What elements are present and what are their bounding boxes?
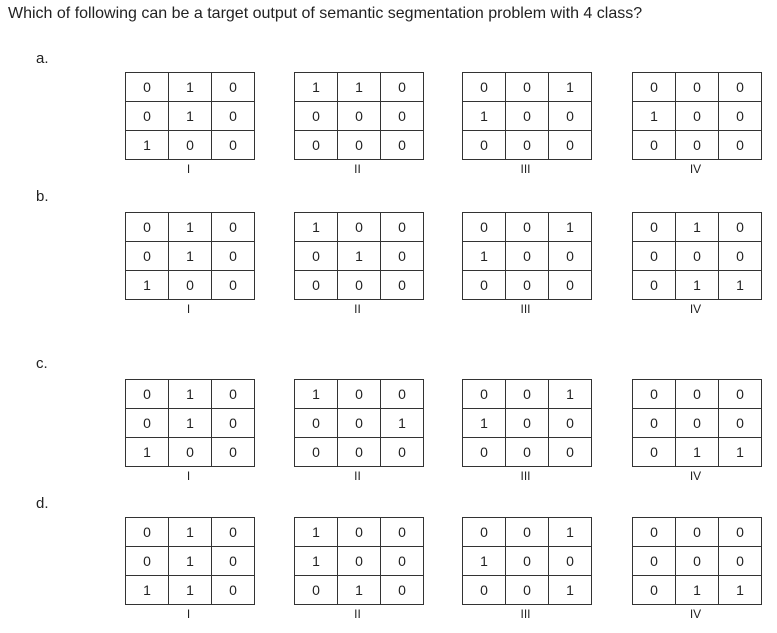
grid-cell: 0 xyxy=(549,271,592,300)
grid-row xyxy=(295,73,424,102)
grid-label: II xyxy=(354,302,361,316)
grid-row xyxy=(463,213,592,242)
grid-row xyxy=(633,380,762,409)
grid-cell: 0 xyxy=(633,380,676,409)
grid-label: III xyxy=(520,469,531,483)
grid-cell: 0 xyxy=(676,518,719,547)
option-a-grid-i xyxy=(125,72,255,160)
grid-cell: 0 xyxy=(295,271,338,300)
grid-label: III xyxy=(520,162,531,176)
grid-label: IV xyxy=(689,607,702,621)
grid-row xyxy=(126,547,255,576)
option-d-grid-ii xyxy=(294,517,424,605)
grid-cell: 1 xyxy=(126,576,169,605)
grid-cell: 0 xyxy=(169,271,212,300)
grid-cell: 1 xyxy=(295,518,338,547)
grid-cell: 1 xyxy=(719,576,762,605)
grid-cell: 0 xyxy=(633,438,676,467)
grid-row xyxy=(463,409,592,438)
grid-cell: 0 xyxy=(338,102,381,131)
grid-row xyxy=(126,102,255,131)
grid-cell: 0 xyxy=(506,131,549,160)
grid-row xyxy=(463,73,592,102)
grid-cell: 0 xyxy=(295,409,338,438)
grid-label: I xyxy=(186,302,191,316)
grid-cell: 0 xyxy=(506,576,549,605)
grid-cell: 0 xyxy=(719,518,762,547)
grid-cell: 0 xyxy=(212,242,255,271)
grid-cell: 0 xyxy=(381,271,424,300)
grid-cell: 0 xyxy=(338,518,381,547)
grid-cell: 1 xyxy=(126,131,169,160)
grid-cell: 0 xyxy=(676,409,719,438)
option-b-grid-ii xyxy=(294,212,424,300)
option-d-grid-iii xyxy=(462,517,592,605)
grid-cell: 0 xyxy=(633,73,676,102)
grid-cell: 0 xyxy=(633,409,676,438)
grid-cell: 1 xyxy=(126,271,169,300)
grid-cell: 1 xyxy=(719,271,762,300)
grid-cell: 1 xyxy=(126,438,169,467)
grid-row xyxy=(295,271,424,300)
grid-cell: 1 xyxy=(338,576,381,605)
grid-cell: 0 xyxy=(338,409,381,438)
option-label: c. xyxy=(36,355,48,372)
grid-row xyxy=(295,409,424,438)
grid-cell: 0 xyxy=(549,409,592,438)
grid-row xyxy=(126,409,255,438)
grid-row xyxy=(633,73,762,102)
grid-cell: 0 xyxy=(381,576,424,605)
grid-cell: 0 xyxy=(381,73,424,102)
question-text: Which of following can be a target output of semantic segmentation problem with 4 class? xyxy=(8,5,643,22)
grid-cell: 1 xyxy=(549,213,592,242)
grid-row xyxy=(126,242,255,271)
grid-cell: 0 xyxy=(212,409,255,438)
grid-cell: 0 xyxy=(506,213,549,242)
grid-cell: 0 xyxy=(549,438,592,467)
option-c-grid-iii xyxy=(462,379,592,467)
grid-cell: 1 xyxy=(169,242,212,271)
grid-cell: 0 xyxy=(719,409,762,438)
grid-cell: 1 xyxy=(169,576,212,605)
grid-cell: 0 xyxy=(676,73,719,102)
grid-cell: 0 xyxy=(633,518,676,547)
grid-row xyxy=(463,131,592,160)
grid-cell: 0 xyxy=(549,102,592,131)
grid-cell: 0 xyxy=(633,576,676,605)
grid-cell: 0 xyxy=(506,438,549,467)
grid-cell: 0 xyxy=(212,271,255,300)
grid-cell: 0 xyxy=(549,131,592,160)
grid-cell: 0 xyxy=(633,242,676,271)
grid-label: II xyxy=(354,162,361,176)
grid-cell: 0 xyxy=(212,380,255,409)
grid-cell: 1 xyxy=(295,380,338,409)
grid-cell: 1 xyxy=(169,409,212,438)
grid-cell: 0 xyxy=(506,409,549,438)
grid-cell: 0 xyxy=(676,131,719,160)
grid-cell: 0 xyxy=(381,518,424,547)
grid-cell: 0 xyxy=(719,73,762,102)
grid-cell: 0 xyxy=(338,547,381,576)
grid-cell: 0 xyxy=(676,242,719,271)
grid-cell: 1 xyxy=(169,102,212,131)
grid-row xyxy=(295,438,424,467)
option-a-grid-ii xyxy=(294,72,424,160)
grid-cell: 0 xyxy=(633,213,676,242)
grid-row xyxy=(126,518,255,547)
grid-cell: 0 xyxy=(126,242,169,271)
grid-cell: 0 xyxy=(338,271,381,300)
grid-cell: 0 xyxy=(212,438,255,467)
grid-cell: 1 xyxy=(676,271,719,300)
option-c-grid-iv xyxy=(632,379,762,467)
grid-row xyxy=(633,131,762,160)
grid-row xyxy=(295,131,424,160)
grid-row xyxy=(295,547,424,576)
grid-label: III xyxy=(520,607,531,621)
grid-cell: 0 xyxy=(549,547,592,576)
option-b-grid-i xyxy=(125,212,255,300)
grid-cell: 0 xyxy=(212,102,255,131)
grid-cell: 1 xyxy=(169,213,212,242)
grid-cell: 1 xyxy=(463,547,506,576)
grid-row xyxy=(463,242,592,271)
grid-cell: 0 xyxy=(463,213,506,242)
grid-cell: 0 xyxy=(719,380,762,409)
grid-cell: 0 xyxy=(212,518,255,547)
grid-cell: 0 xyxy=(463,271,506,300)
grid-row xyxy=(633,409,762,438)
option-label: a. xyxy=(36,50,49,67)
grid-cell: 1 xyxy=(169,547,212,576)
grid-row xyxy=(633,438,762,467)
grid-row xyxy=(126,576,255,605)
grid-label: IV xyxy=(689,162,702,176)
option-d-grid-i xyxy=(125,517,255,605)
grid-cell: 0 xyxy=(549,242,592,271)
grid-cell: 1 xyxy=(381,409,424,438)
grid-row xyxy=(463,518,592,547)
grid-label: I xyxy=(186,469,191,483)
grid-cell: 0 xyxy=(295,102,338,131)
grid-cell: 0 xyxy=(212,576,255,605)
grid-cell: 0 xyxy=(719,547,762,576)
grid-row xyxy=(126,131,255,160)
grid-cell: 0 xyxy=(506,242,549,271)
grid-cell: 1 xyxy=(463,242,506,271)
grid-cell: 0 xyxy=(126,380,169,409)
grid-row xyxy=(633,518,762,547)
grid-row xyxy=(295,242,424,271)
grid-cell: 0 xyxy=(381,380,424,409)
grid-cell: 1 xyxy=(338,242,381,271)
grid-row xyxy=(633,102,762,131)
grid-cell: 0 xyxy=(381,102,424,131)
grid-cell: 1 xyxy=(169,380,212,409)
grid-row xyxy=(126,73,255,102)
grid-cell: 1 xyxy=(295,213,338,242)
grid-row xyxy=(126,438,255,467)
grid-cell: 0 xyxy=(463,380,506,409)
grid-cell: 0 xyxy=(463,73,506,102)
grid-cell: 0 xyxy=(633,547,676,576)
grid-cell: 0 xyxy=(506,518,549,547)
grid-row xyxy=(126,271,255,300)
grid-row xyxy=(126,213,255,242)
grid-cell: 0 xyxy=(212,73,255,102)
grid-row xyxy=(463,271,592,300)
grid-cell: 0 xyxy=(719,102,762,131)
grid-cell: 1 xyxy=(338,73,381,102)
grid-cell: 0 xyxy=(676,380,719,409)
grid-cell: 1 xyxy=(463,409,506,438)
grid-row xyxy=(126,380,255,409)
option-c-grid-ii xyxy=(294,379,424,467)
grid-cell: 0 xyxy=(719,131,762,160)
grid-cell: 0 xyxy=(381,438,424,467)
grid-cell: 0 xyxy=(676,547,719,576)
option-d-grid-iv xyxy=(632,517,762,605)
grid-cell: 0 xyxy=(295,576,338,605)
grid-cell: 0 xyxy=(212,131,255,160)
grid-row xyxy=(633,242,762,271)
option-a-grid-iii xyxy=(462,72,592,160)
grid-cell: 0 xyxy=(126,547,169,576)
grid-cell: 0 xyxy=(295,131,338,160)
grid-row xyxy=(633,547,762,576)
grid-cell: 1 xyxy=(463,102,506,131)
grid-cell: 1 xyxy=(549,73,592,102)
grid-cell: 0 xyxy=(295,242,338,271)
grid-row xyxy=(295,213,424,242)
grid-cell: 0 xyxy=(506,73,549,102)
grid-cell: 1 xyxy=(549,380,592,409)
grid-cell: 0 xyxy=(126,102,169,131)
grid-cell: 0 xyxy=(633,271,676,300)
option-c-grid-i xyxy=(125,379,255,467)
grid-cell: 0 xyxy=(126,213,169,242)
option-a-grid-iv xyxy=(632,72,762,160)
grid-cell: 1 xyxy=(549,576,592,605)
grid-cell: 0 xyxy=(506,102,549,131)
grid-cell: 1 xyxy=(295,547,338,576)
grid-cell: 0 xyxy=(506,547,549,576)
grid-label: II xyxy=(354,469,361,483)
grid-label: III xyxy=(520,302,531,316)
grid-cell: 1 xyxy=(633,102,676,131)
grid-cell: 0 xyxy=(126,73,169,102)
grid-cell: 0 xyxy=(381,242,424,271)
grid-cell: 0 xyxy=(676,102,719,131)
grid-label: IV xyxy=(689,469,702,483)
grid-cell: 0 xyxy=(126,518,169,547)
grid-cell: 0 xyxy=(506,380,549,409)
grid-label: I xyxy=(186,162,191,176)
grid-row xyxy=(463,102,592,131)
grid-cell: 0 xyxy=(633,131,676,160)
grid-cell: 0 xyxy=(463,576,506,605)
grid-row xyxy=(463,380,592,409)
grid-cell: 0 xyxy=(463,438,506,467)
grid-cell: 1 xyxy=(295,73,338,102)
grid-cell: 0 xyxy=(169,438,212,467)
grid-cell: 0 xyxy=(169,131,212,160)
grid-label: I xyxy=(186,607,191,621)
grid-cell: 0 xyxy=(506,271,549,300)
grid-cell: 0 xyxy=(381,547,424,576)
grid-cell: 0 xyxy=(463,131,506,160)
grid-cell: 0 xyxy=(381,213,424,242)
grid-label: IV xyxy=(689,302,702,316)
grid-row xyxy=(463,576,592,605)
grid-cell: 1 xyxy=(676,576,719,605)
grid-cell: 1 xyxy=(549,518,592,547)
grid-row xyxy=(633,576,762,605)
grid-cell: 0 xyxy=(463,518,506,547)
grid-row xyxy=(295,576,424,605)
grid-cell: 0 xyxy=(719,242,762,271)
grid-cell: 0 xyxy=(338,380,381,409)
grid-cell: 0 xyxy=(338,131,381,160)
grid-row xyxy=(633,213,762,242)
grid-row xyxy=(633,271,762,300)
grid-cell: 1 xyxy=(676,213,719,242)
grid-cell: 0 xyxy=(212,547,255,576)
grid-cell: 1 xyxy=(169,518,212,547)
grid-row xyxy=(295,102,424,131)
grid-cell: 1 xyxy=(676,438,719,467)
grid-label: II xyxy=(354,607,361,621)
grid-cell: 1 xyxy=(719,438,762,467)
grid-cell: 0 xyxy=(719,213,762,242)
grid-cell: 0 xyxy=(381,131,424,160)
grid-cell: 0 xyxy=(338,438,381,467)
grid-cell: 1 xyxy=(169,73,212,102)
grid-row xyxy=(295,518,424,547)
grid-cell: 0 xyxy=(338,213,381,242)
option-label: b. xyxy=(36,188,49,205)
grid-row xyxy=(463,438,592,467)
grid-row xyxy=(295,380,424,409)
option-b-grid-iii xyxy=(462,212,592,300)
option-label: d. xyxy=(36,495,49,512)
grid-cell: 0 xyxy=(295,438,338,467)
grid-row xyxy=(463,547,592,576)
grid-cell: 0 xyxy=(126,409,169,438)
option-b-grid-iv xyxy=(632,212,762,300)
grid-cell: 0 xyxy=(212,213,255,242)
